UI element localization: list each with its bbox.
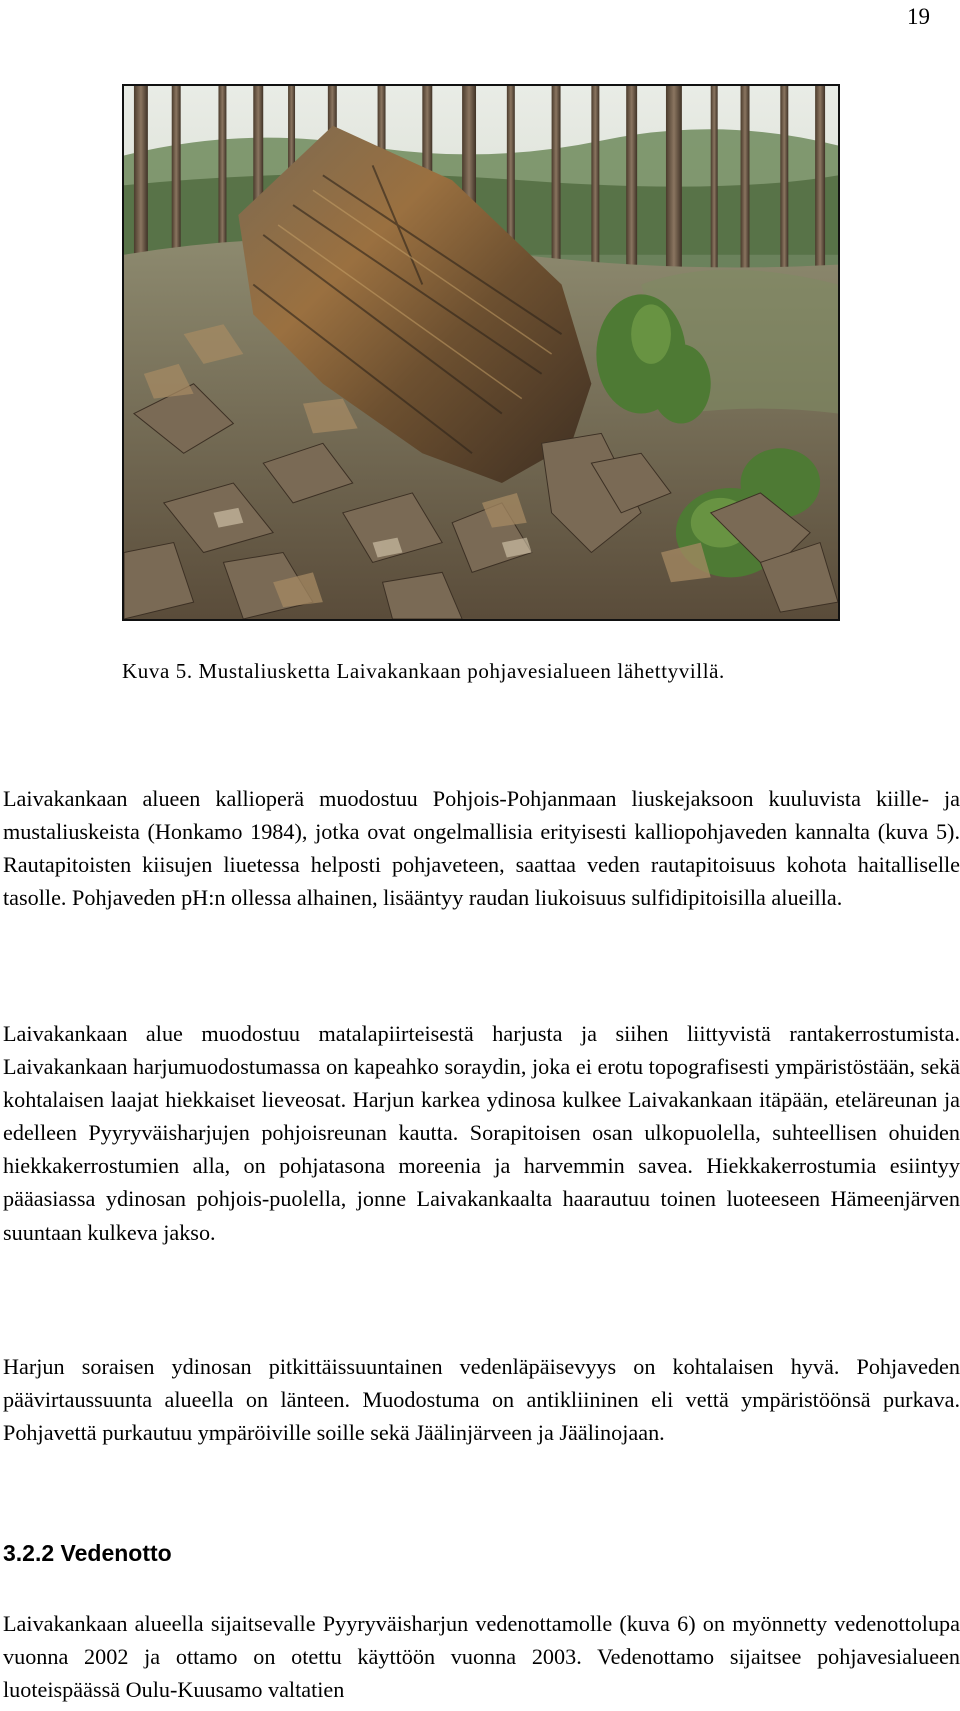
page-number: 19 [907,4,930,29]
paragraph-water-intake: Laivakankaan alueella sijaitsevalle Pyyryväisharjun vedenottamolle (kuva 6) on myönnetty vedenottolupa vuonna 2002 ja ottamo on otettu käyttöön vuonna 2003. Vedenottamo sijaitsee pohjavesialueen luoteispäässä Oulu-Kuusamo valtatien [3,1611,960,1703]
paragraph-permeability: Harjun soraisen ydinosan pitkittäissuuntainen vedenläpäisevyys on kohtalaisen hyvä. Pohjaveden päävirtaussuunta alueella on länteen. Muodostuma on antikliininen eli vettä ympäristöönsä purkava. Pohjavettä purkautuu ympäröiville soille sekä Jäälinjärveen ja Jäälinojaan. [3,1354,960,1446]
figure-photo-black-shale-boulder [122,84,840,621]
paragraph-bedrock: Laivakankaan alueen kallioperä muodostuu Pohjois-Pohjanmaan liuskejaksoon kuuluvista kiille- ja mustaliuskeista (Honkamo 1984), jotka ovat ongelmallisia erityisesti kalliopohjaveden kannalta (kuva 5). Rautapitoisten kiisujen liuetessa helposti pohjaveteen, saattaa veden rautapitoisuus kohota haitalliselle tasolle. Pohjaveden pH:n ollessa alhainen, lisääntyy raudan liukoisuus sulfidipitoisilla alueilla. [3,786,960,911]
section-heading: 3.2.2 Vedenotto [3,1540,172,1566]
figure-caption: Kuva 5. Mustaliusketta Laivakankaan pohjavesialueen lähettyvillä. [122,659,725,683]
paragraph-esker-structure: Laivakankaan alue muodostuu matalapiirteisestä harjusta ja siihen liittyvistä rantakerrostumista. Laivakankaan harjumuodostumassa on kapeahko soraydin, joka ei erotu topografisesti ympäristöstään, sekä kohtalaisen laajat hiekkaiset lieveosat. Harjun karkea ydinosa kulkee Laivakankaan itäpään, eteläreunan ja edelleen Pyyryväisharjujen pohjoisreunan kautta. Sorapitoisen osan ulkopuolella, suhteellisen ohuiden hiekkakerrostumien alla, on pohjatasona moreenia ja harvemmin savea. Hiekkakerrostumia esiintyy pääasiassa ydinosan pohjois-puolella, jonne Laivakankaalta haarautuu toinen luoteeseen Hämeenjärven suuntaan kulkeva jakso. [3,1021,960,1245]
